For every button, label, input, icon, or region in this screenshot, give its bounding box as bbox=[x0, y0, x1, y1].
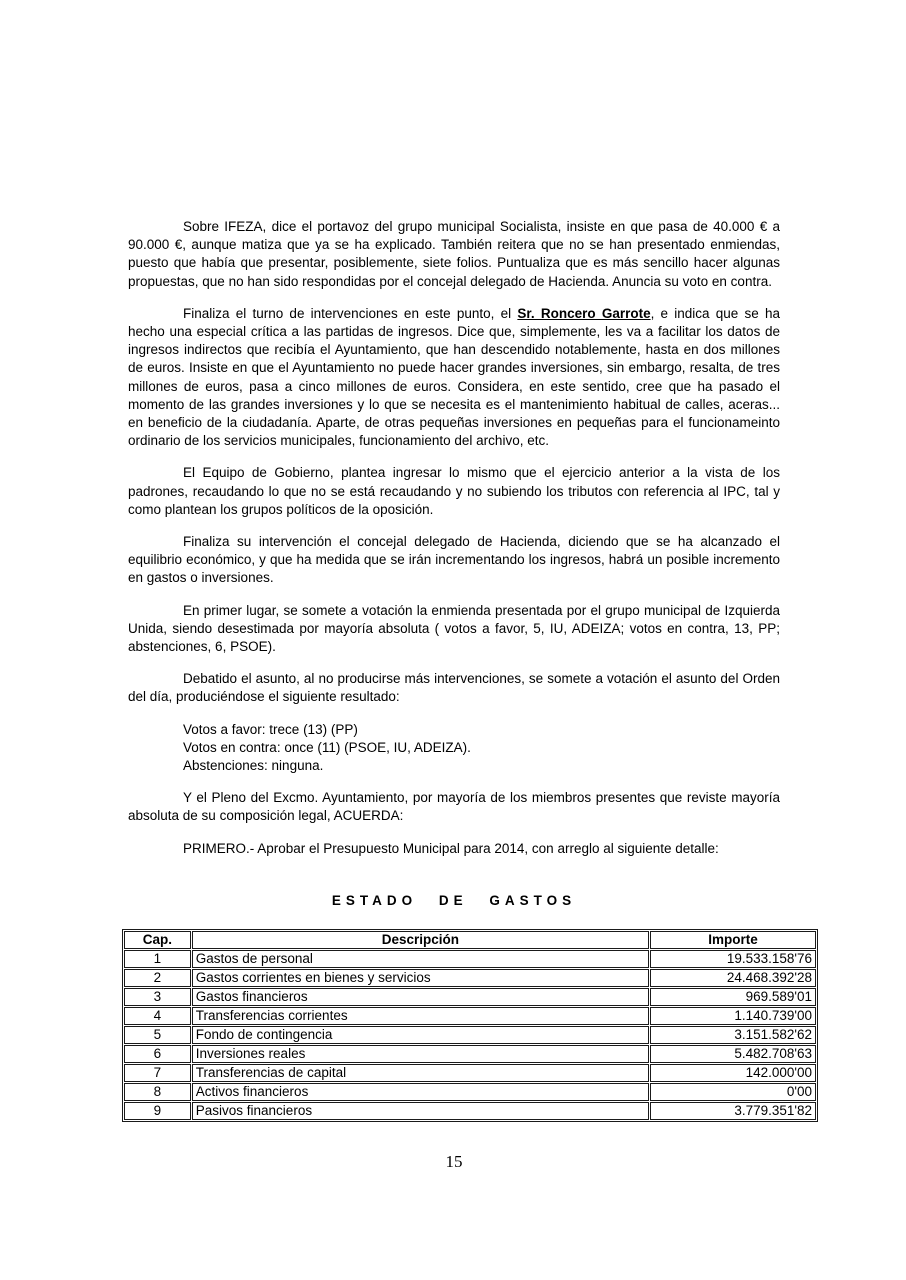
cell-cap: 5 bbox=[124, 1026, 191, 1044]
paragraph-finaliza-intervencion: Finaliza su intervención el concejal delegado de Hacienda, diciendo que se ha alcanzado el equilibrio económico, y que ha medida que se irán incrementando los ingresos, habrá un posible incremento en gastos o inversiones. bbox=[128, 534, 780, 586]
cell-importe: 969.589'01 bbox=[650, 988, 816, 1006]
cell-cap: 2 bbox=[124, 969, 191, 987]
table-row bbox=[124, 1007, 816, 1025]
cell-importe: 3.151.582'62 bbox=[650, 1026, 816, 1044]
table-row bbox=[124, 1045, 816, 1063]
paragraph-text-after-speaker: , e indica que se ha hecho una especial crítica a las partidas de ingresos. Dice que, simplemente, les va a facilitar los datos de ingresos indirectos que recibía el Ayuntamiento, que han descendido notablemente, hasta en dos millones de euros. Insiste en que el Ayuntamiento no puede hacer grandes inversiones, sin embargo, resalta, de tres millones de euros, pasa a cinco millones de euros. Considera, en este sentido, cree que ha pasado el momento de las grandes inversiones y lo que se necesita es el mantenimiento habitual de calles, aceras... en beneficio de la ciudadanía. Aparte, de otras pequeñas inversiones en pequeñas para el funcionameinto ordinario de los servicios municipales, funcionamiento del archivo, etc. bbox=[128, 305, 780, 449]
cell-descripcion: Gastos corrientes en bienes y servicios bbox=[192, 969, 649, 987]
table-row bbox=[124, 1026, 816, 1044]
cell-importe: 24.468.392'28 bbox=[650, 969, 816, 987]
cell-descripcion: Transferencias corrientes bbox=[192, 1007, 649, 1025]
cell-importe: 3.779.351'82 bbox=[650, 1102, 816, 1120]
cell-descripcion: Inversiones reales bbox=[192, 1045, 649, 1063]
vote-results-block bbox=[128, 721, 780, 776]
paragraph-roncero-garrote bbox=[128, 305, 780, 451]
table-row bbox=[124, 1064, 816, 1082]
cell-descripcion: Gastos financieros bbox=[192, 988, 649, 1006]
paragraph-pleno-acuerda: Y el Pleno del Excmo. Ayuntamiento, por mayoría de los miembros presentes que reviste mayoría absoluta de su composición legal, ACUERDA: bbox=[128, 790, 780, 824]
speaker-name: Sr. Roncero Garrote bbox=[517, 305, 651, 321]
expenses-table bbox=[122, 929, 818, 1122]
expenses-table-title: ESTADO DE GASTOS bbox=[331, 892, 577, 908]
vote-line-favor: Votos a favor: trece (13) (PP) bbox=[183, 721, 358, 737]
cell-importe: 142.000'00 bbox=[650, 1064, 816, 1082]
cell-cap: 9 bbox=[124, 1102, 191, 1120]
table-row bbox=[124, 969, 816, 987]
paragraph-ifeza: Sobre IFEZA, dice el portavoz del grupo municipal Socialista, insiste en que pasa de 40.000 € a 90.000 €, aunque matiza que ya se ha explicado. También reitera que no se han presentado enmiendas, puesto que había que presentar, posiblemente, siete folios. Puntualiza que es más sencillo hacer algunas propuestas, que no han sido respondidas por el concejal delegado de Hacienda. Anuncia su voto en contra. bbox=[128, 219, 780, 289]
cell-cap: 7 bbox=[124, 1064, 191, 1082]
cell-descripcion: Transferencias de capital bbox=[192, 1064, 649, 1082]
cell-cap: 6 bbox=[124, 1045, 191, 1063]
table-header-row bbox=[124, 931, 816, 949]
paragraph-equipo-gobierno: El Equipo de Gobierno, plantea ingresar lo mismo que el ejercicio anterior a la vista de los padrones, recaudando lo que no se está recaudando y no subiendo los tributos con referencia al IPC, tal y como plantean los grupos políticos de la oposición. bbox=[128, 465, 780, 517]
cell-descripcion: Fondo de contingencia bbox=[192, 1026, 649, 1044]
column-header-importe: Importe bbox=[650, 931, 816, 949]
table-row bbox=[124, 1102, 816, 1120]
cell-descripcion: Gastos de personal bbox=[192, 950, 649, 968]
cell-cap: 1 bbox=[124, 950, 191, 968]
table-row bbox=[124, 988, 816, 1006]
paragraph-votacion-enmienda: En primer lugar, se somete a votación la enmienda presentada por el grupo municipal de Izquierda Unida, siendo desestimada por mayoría absoluta ( votos a favor, 5, IU, ADEIZA; votos en contra, 13, PP; abstenciones, 6, PSOE). bbox=[128, 602, 780, 655]
cell-cap: 8 bbox=[124, 1083, 191, 1101]
page-number: 15 bbox=[445, 1151, 463, 1171]
paragraph-debatido-asunto: Debatido el asunto, al no producirse más intervenciones, se somete a votación el asunto del Orden del día, produciéndose el siguiente resultado: bbox=[128, 671, 780, 705]
paragraph-text-before-speaker: Finaliza el turno de intervenciones en este punto, el bbox=[183, 305, 518, 321]
paragraph-primero-aprobar: PRIMERO.- Aprobar el Presupuesto Municipal para 2014, con arreglo al siguiente detalle: bbox=[183, 840, 719, 856]
cell-importe: 5.482.708'63 bbox=[650, 1045, 816, 1063]
table-row bbox=[124, 950, 816, 968]
document-content bbox=[128, 218, 812, 1172]
vote-line-contra: Votos en contra: once (11) (PSOE, IU, ADEIZA). bbox=[183, 739, 471, 755]
cell-descripcion: Activos financieros bbox=[192, 1083, 649, 1101]
cell-importe: 19.533.158'76 bbox=[650, 950, 816, 968]
cell-importe: 0'00 bbox=[650, 1083, 816, 1101]
cell-cap: 3 bbox=[124, 988, 191, 1006]
column-header-cap: Cap. bbox=[124, 931, 191, 949]
cell-importe: 1.140.739'00 bbox=[650, 1007, 816, 1025]
vote-line-abstenciones: Abstenciones: ninguna. bbox=[183, 758, 324, 774]
cell-descripcion: Pasivos financieros bbox=[192, 1102, 649, 1120]
column-header-descripcion: Descripción bbox=[192, 931, 649, 949]
table-row bbox=[124, 1083, 816, 1101]
cell-cap: 4 bbox=[124, 1007, 191, 1025]
